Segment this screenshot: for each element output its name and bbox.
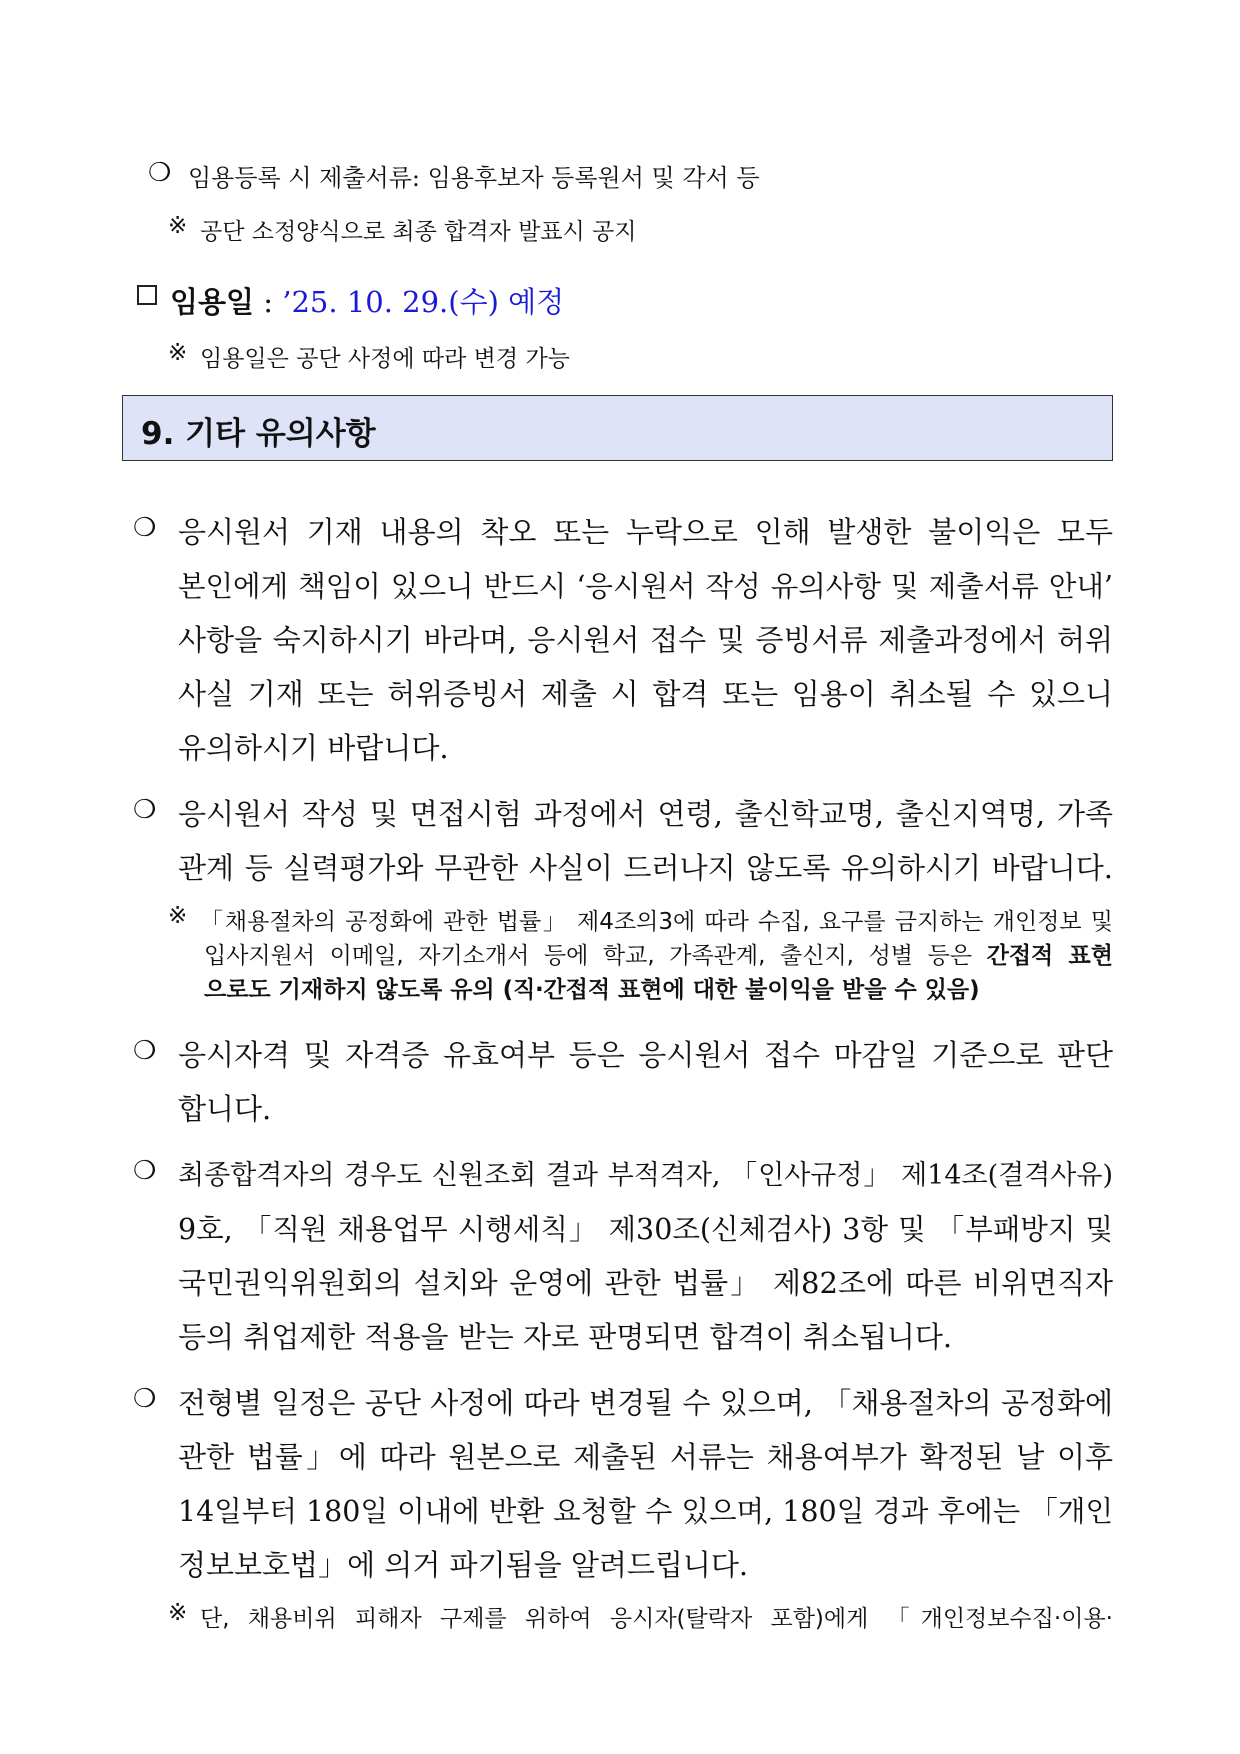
bullet5-line: 14일부터 180일 이내에 반환 요청할 수 있으며, 180일 경과 후에는 「개인 (178, 1495, 1113, 1528)
bullet-icon: ❍ (133, 1156, 157, 1186)
bullet-icon: ❍ (133, 795, 157, 825)
bullet5-line: 정보보호법」에 의거 파기됨을 알려드립니다. (178, 1548, 749, 1582)
note-mark-icon: ※ (168, 903, 188, 929)
appointment-label: 임용일 (170, 285, 255, 319)
bullet-icon: ❍ (133, 513, 157, 543)
bullet4-line: 등의 취업제한 적용을 받는 자로 판명되면 합격이 취소됩니다. (178, 1320, 953, 1354)
bullet2-note-line3: 으로도 기재하지 않도록 유의 (직‧간접적 표현에 대한 불이익을 받을 수 있음) (204, 977, 980, 1003)
bullet3-line: 합니다. (178, 1092, 272, 1126)
bullet2-note-line2-bold: 간접적 표현 (986, 943, 1113, 969)
bullet1-line: 유의하시기 바랍니다. (178, 731, 449, 765)
bullet1-line: 본인에게 책임이 있으니 반드시 ‘응시원서 작성 유의사항 및 제출서류 안내’ (178, 570, 1113, 603)
appointment-colon: : (254, 285, 283, 319)
bullet1-line: 응시원서 기재 내용의 착오 또는 누락으로 인해 발생한 불이익은 모두 (178, 515, 1113, 549)
bullet4-line: 국민권익위원회의 설치와 운영에 관한 법률」 제82조에 따른 비위면직자 (178, 1266, 1113, 1300)
bullet4-line: 최종합격자의 경우도 신원조회 결과 부적격자, 「인사규정」 제14조(결격사유) (178, 1160, 1113, 1191)
bullet2-line: 응시원서 작성 및 면접시험 과정에서 연령, 출신학교명, 출신지역명, 가족 (178, 797, 1113, 831)
bullet2-note-line2 (204, 937, 1113, 970)
bullet-icon: ❍ (133, 1036, 157, 1066)
bullet2-line: 관계 등 실력평가와 무관한 사실이 드러나지 않도록 유의하시기 바랍니다. (178, 851, 1113, 885)
checkbox-square-icon (137, 285, 157, 305)
note-mark-icon: ※ (168, 1600, 188, 1626)
bullet1-line: 사실 기재 또는 허위증빙서 제출 시 합격 또는 임용이 취소될 수 있으니 (178, 677, 1113, 711)
bullet2-note-line2-normal: 입사지원서 이메일, 자기소개서 등에 학교, 가족관계, 출신지, 성별 등은 (204, 943, 987, 969)
submission-docs-note: 공단 소정양식으로 최종 합격자 발표시 공지 (200, 219, 637, 245)
appointment-date: ’25. 10. 29.(수) 예정 (282, 285, 565, 319)
bullet4-line: 9호, 「직원 채용업무 시행세칙」 제30조(신체검사) 3항 및 「부패방지 및 (178, 1213, 1113, 1246)
bullet5-line: 전형별 일정은 공단 사정에 따라 변경될 수 있으며, 「채용절차의 공정화에 (178, 1386, 1113, 1420)
bullet-icon: ❍ (133, 1384, 157, 1414)
bullet2-note-line1: 「채용절차의 공정화에 관한 법률」 제4조의3에 따라 수집, 요구를 금지하는 개인정보 및 (200, 909, 1113, 935)
note-mark-icon: ※ (168, 340, 188, 366)
bullet-icon: ❍ (148, 158, 172, 188)
bullet3-line: 응시자격 및 자격증 유효여부 등은 응시원서 접수 마감일 기준으로 판단 (178, 1038, 1113, 1072)
section-heading-box (122, 395, 1113, 461)
bullet5-line: 관한 법률」에 따라 원본으로 제출된 서류는 채용여부가 확정된 날 이후 (178, 1440, 1113, 1474)
appointment-note: 임용일은 공단 사정에 따라 변경 가능 (200, 346, 570, 372)
submission-docs-text: 임용등록 시 제출서류: 임용후보자 등록원서 및 각서 등 (188, 164, 760, 192)
bullet1-line: 사항을 숙지하시기 바라며, 응시원서 접수 및 증빙서류 제출과정에서 허위 (178, 623, 1113, 657)
bullet5-note-line1: 단, 채용비위 피해자 구제를 위하여 응시자(탈락자 포함)에게 「개인정보수집‧이용‧ (200, 1606, 1113, 1632)
appointment-date-line (170, 280, 564, 321)
section-title: 9. 기타 유의사항 (141, 416, 376, 452)
note-mark-icon: ※ (168, 213, 188, 239)
